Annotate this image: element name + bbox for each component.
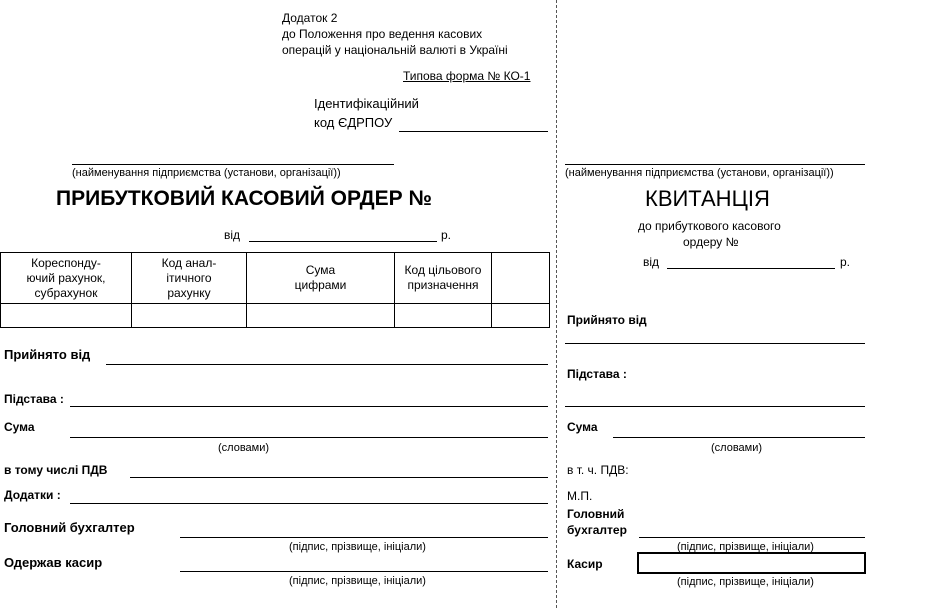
col-header-analytic-code: Код анал- ітичного рахунку [132, 253, 247, 304]
receipt-sum-field[interactable] [613, 437, 865, 438]
receipt-date-r: р. [840, 255, 851, 269]
cell-analytic-code[interactable] [132, 304, 247, 328]
order-basis-field[interactable] [70, 406, 548, 407]
order-accepted-from-label: Прийнято від [4, 347, 91, 362]
order-received-cashier-field[interactable] [180, 571, 548, 572]
order-basis-label: Підстава : [4, 392, 64, 406]
order-sign-caption-1: (підпис, прізвище, ініціали) [289, 541, 426, 553]
receipt-chief-field[interactable] [639, 537, 865, 538]
receipt-sign-caption-1: (підпис, прізвище, ініціали) [677, 541, 814, 553]
ident-label-line2: код ЄДРПОУ [314, 115, 393, 130]
org-caption-right: (найменування підприємства (установи, організації)) [565, 167, 834, 179]
order-sum-label: Сума [4, 420, 35, 434]
receipt-accepted-from-label: Прийнято від [567, 313, 647, 327]
col-header-purpose-code: Код цільового призначення [395, 253, 492, 304]
order-sum-caption: (словами) [218, 442, 270, 454]
receipt-date-line [667, 268, 835, 269]
receipt-accepted-from-field[interactable] [565, 343, 865, 344]
receipt-title: КВИТАНЦІЯ [645, 186, 770, 211]
order-date-from: від [224, 228, 241, 242]
order-received-cashier-label: Одержав касир [4, 555, 103, 570]
order-date-line [249, 241, 437, 242]
cut-divider [556, 0, 557, 608]
col-header-sum-digits: Сума цифрами [247, 253, 395, 304]
receipt-chief-label-line1: Головний [567, 507, 625, 521]
receipt-basis-field[interactable] [565, 406, 865, 407]
col-header-corr-account: Кореспонду- ючий рахунок, субрахунок [1, 253, 132, 304]
receipt-chief-label-line2: бухгалтер [567, 523, 627, 537]
org-line-right [565, 164, 865, 165]
receipt-cashier-field[interactable] [637, 552, 866, 574]
receipt-cashier-label: Касир [567, 557, 603, 571]
cell-purpose-code[interactable] [395, 304, 492, 328]
col-header-empty [492, 253, 550, 304]
order-vat-field[interactable] [130, 477, 548, 478]
dodatok-line3: операцій у національній валюті в Україні [282, 43, 508, 57]
edrpou-field-line [399, 131, 548, 132]
order-sign-caption-2: (підпис, прізвище, ініціали) [289, 575, 426, 587]
order-chief-accountant-field[interactable] [180, 537, 548, 538]
receipt-subtitle-line1: до прибуткового касового [638, 219, 781, 233]
order-vat-label: в тому числі ПДВ [4, 463, 108, 477]
receipt-subtitle-line2: ордеру № [683, 235, 739, 249]
accounts-table [0, 252, 550, 328]
order-chief-accountant-label: Головний бухгалтер [4, 520, 135, 535]
order-sum-field[interactable] [70, 437, 548, 438]
order-attachments-label: Додатки : [4, 488, 61, 502]
receipt-sum-label: Сума [567, 420, 598, 434]
cell-empty[interactable] [492, 304, 550, 328]
org-line-left [72, 164, 394, 165]
receipt-vat-label: в т. ч. ПДВ: [567, 463, 629, 477]
order-accepted-from-field[interactable] [106, 364, 548, 365]
receipt-basis-label: Підстава : [567, 367, 627, 381]
dodatok-line2: до Положення про ведення касових [282, 27, 483, 41]
cell-sum-digits[interactable] [247, 304, 395, 328]
receipt-sign-caption-2: (підпис, прізвище, ініціали) [677, 576, 814, 588]
form-label: Типова форма № КО-1 [403, 69, 531, 83]
order-title: ПРИБУТКОВИЙ КАСОВИЙ ОРДЕР № [56, 187, 432, 210]
receipt-date-from: від [643, 255, 660, 269]
cell-corr-account[interactable] [1, 304, 132, 328]
order-attachments-field[interactable] [70, 503, 548, 504]
org-caption-left: (найменування підприємства (установи, організації)) [72, 167, 341, 179]
ident-label-line1: Ідентифікаційний [314, 96, 419, 111]
dodatok-line1: Додаток 2 [282, 11, 338, 25]
receipt-mp-label: М.П. [567, 489, 593, 503]
receipt-sum-caption: (словами) [711, 442, 763, 454]
order-date-r: р. [441, 228, 452, 242]
